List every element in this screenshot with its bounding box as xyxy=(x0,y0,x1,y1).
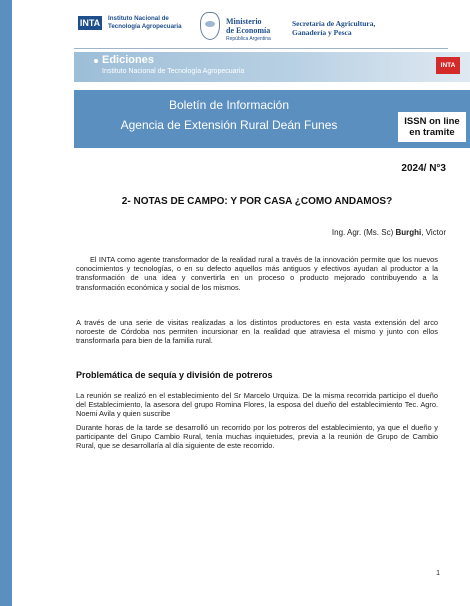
inta-mini-logo: INTA xyxy=(436,57,460,74)
secretaria-line2: Ganadería y Pesca xyxy=(292,28,352,37)
paragraph-tour: Durante horas de la tarde se desarrolló un recorrido por los potreros del establecimiento, ya que el dueño y participante del Grupo Cambio Rural, tenía muchas inquietudes, previa a la reunión de Grupo de Cambio Rural, que se desarrollaría al día siguiente de este recorrido. xyxy=(76,423,438,451)
author-line xyxy=(332,228,446,237)
issn-badge: ISSN on line en tramite xyxy=(398,112,466,142)
secretaria-logo xyxy=(292,19,375,37)
page-number: 1 xyxy=(436,570,440,577)
argentina-shield-icon xyxy=(200,12,220,40)
inta-logo: INTA xyxy=(79,18,101,28)
author-surname: Burghi xyxy=(395,228,422,237)
bulletin-agency: Agencia de Extensión Rural Deán Funes xyxy=(120,118,338,132)
author-prefix: Ing. Agr. (Ms. Sc) xyxy=(331,228,396,237)
header-rule xyxy=(74,48,448,49)
ediciones-subtitle: Instituto Nacional de Tecnología Agropecuaria xyxy=(102,68,245,75)
bulletin-banner xyxy=(74,90,470,148)
paragraph-intro: El INTA como agente transformador de la realidad rural a través de la innovación permite que los nuevos conocimientos y tecnologías, o en su defecto aquellos más antiguos y efectivos ayudan al productor a la transformación de una idea y convertirla en un proceso o producto mejorado contribuyendo a la transformación económica y social de los mismos. xyxy=(76,255,438,292)
secretaria-line1: Secretaría de Agricultura, xyxy=(292,19,376,28)
bullet-icon xyxy=(94,59,98,63)
paragraph-visits: A través de una serie de visitas realizadas a los distintos productores en esta vasta extensión del arco noroeste de Córdoba nos permiten incursionar en la realidad que atraviesa el mismo y junto con ellos transformarla para bien de la familia rural. xyxy=(76,318,438,346)
bulletin-title: Boletín de Información xyxy=(168,98,290,112)
left-accent-bar xyxy=(0,0,12,606)
section-heading: Problemática de sequía y división de potreros xyxy=(76,370,273,380)
author-suffix: , Victor xyxy=(421,228,446,237)
ministerio-line1: Ministerio xyxy=(226,17,262,26)
paragraph-meeting: La reunión se realizó en el establecimiento del Sr Marcelo Urquiza. De la misma recorrida participo el dueño del Establecimiento, la asesora del grupo Romina Flores, la esposa del dueño del establecimiento Tec. Agro. Noemi Avila y quien suscribe xyxy=(76,391,438,419)
logo-header xyxy=(74,10,470,52)
article-title: 2- NOTAS DE CAMPO: Y POR CASA ¿COMO ANDAMOS? xyxy=(121,196,393,207)
ministerio-line2: de Economía xyxy=(226,26,271,35)
ministerio-logo xyxy=(226,17,271,44)
inta-institute-name: Instituto Nacional de Tecnología Agropecuaria xyxy=(108,15,182,30)
ediciones-title: Ediciones xyxy=(102,54,154,66)
ediciones-banner xyxy=(74,52,470,82)
ministerio-sub: República Argentina xyxy=(226,36,271,42)
issue-number: 2024/ N°3 xyxy=(401,163,446,174)
